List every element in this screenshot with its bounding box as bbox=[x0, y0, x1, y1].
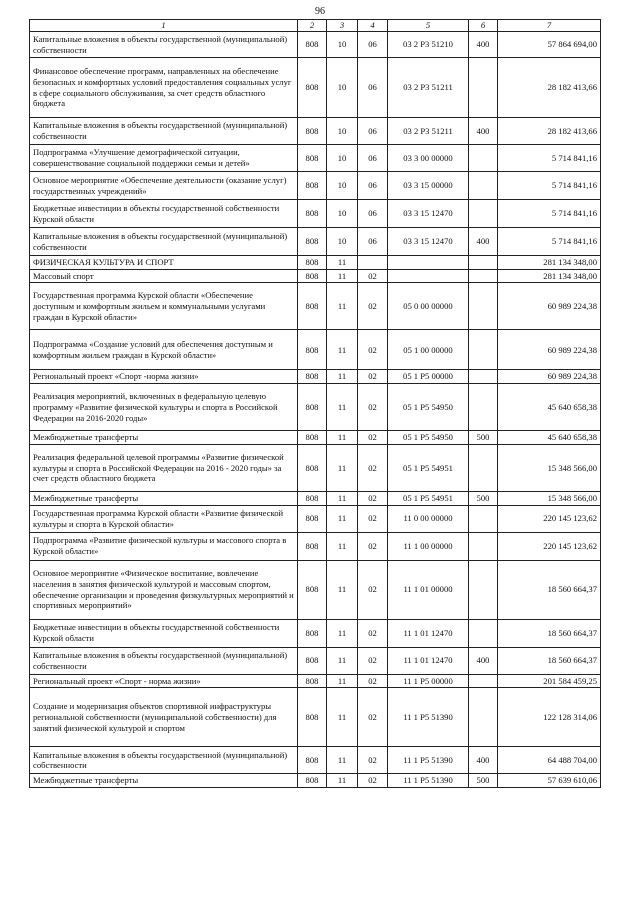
cell-ministry: 808 bbox=[298, 172, 327, 200]
cell-section: 11 bbox=[327, 647, 358, 674]
cell-type bbox=[469, 674, 498, 688]
cell-name: Финансовое обеспечение программ, направленных на обеспечение безопасных и комфортных условий предоставления социальных услуг в сфере социального обслуживания, за счет средств областного бюджета bbox=[30, 58, 298, 118]
cell-amount: 15 348 566,00 bbox=[498, 444, 601, 491]
cell-section: 11 bbox=[327, 532, 358, 560]
cell-type bbox=[469, 619, 498, 647]
cell-subsection: 06 bbox=[358, 118, 388, 145]
cell-ministry: 808 bbox=[298, 58, 327, 118]
cell-amount: 64 488 704,00 bbox=[498, 747, 601, 774]
table-row bbox=[30, 774, 601, 788]
cell-section: 10 bbox=[327, 32, 358, 58]
cell-name: Подпрограмма «Развитие физической культуры и массового спорта в Курской области» bbox=[30, 532, 298, 560]
cell-type bbox=[469, 145, 498, 172]
cell-type bbox=[469, 172, 498, 200]
cell-amount: 18 560 664,37 bbox=[498, 647, 601, 674]
table-row bbox=[30, 172, 601, 200]
budget-table bbox=[29, 19, 601, 788]
cell-target bbox=[388, 256, 469, 270]
cell-name: Основное мероприятие «Физическое воспитание, вовлечение населения в занятия физической культурой и массовым спортом, обеспечение организации и проведения физкультурных мероприятий и спортивных мероприятий» bbox=[30, 560, 298, 619]
cell-ministry: 808 bbox=[298, 256, 327, 270]
table-row bbox=[30, 256, 601, 270]
table-row bbox=[30, 330, 601, 370]
header-cell-target: 5 bbox=[388, 20, 469, 32]
cell-type bbox=[469, 560, 498, 619]
table-row bbox=[30, 228, 601, 256]
cell-section: 11 bbox=[327, 256, 358, 270]
cell-name: Подпрограмма «Улучшение демографической ситуации, совершенствование социальной поддержки семьи и детей» bbox=[30, 145, 298, 172]
table-row bbox=[30, 370, 601, 384]
cell-target bbox=[388, 269, 469, 283]
header-row bbox=[30, 20, 601, 32]
cell-subsection: 06 bbox=[358, 32, 388, 58]
cell-subsection: 02 bbox=[358, 505, 388, 532]
cell-subsection: 02 bbox=[358, 491, 388, 505]
cell-ministry: 808 bbox=[298, 32, 327, 58]
table-row bbox=[30, 444, 601, 491]
cell-subsection: 02 bbox=[358, 283, 388, 330]
cell-name: Капитальные вложения в объекты государственной (муниципальной) собственности bbox=[30, 747, 298, 774]
cell-type bbox=[469, 58, 498, 118]
cell-target: 11 1 01 12470 bbox=[388, 619, 469, 647]
cell-ministry: 808 bbox=[298, 674, 327, 688]
table-row bbox=[30, 747, 601, 774]
cell-name: Капитальные вложения в объекты государственной (муниципальной) собственности bbox=[30, 228, 298, 256]
cell-type bbox=[469, 688, 498, 747]
cell-section: 11 bbox=[327, 491, 358, 505]
cell-section: 10 bbox=[327, 228, 358, 256]
cell-name: Реализация федеральной целевой программы «Развитие физической культуры и спорта в Российской Федерации на 2016 - 2020 годы» за счет средств областного бюджета bbox=[30, 444, 298, 491]
cell-target: 11 1 01 12470 bbox=[388, 647, 469, 674]
cell-section: 11 bbox=[327, 370, 358, 384]
cell-target: 03 3 15 12470 bbox=[388, 200, 469, 228]
cell-target: 03 2 Р3 51211 bbox=[388, 58, 469, 118]
cell-subsection: 02 bbox=[358, 330, 388, 370]
cell-name: Капитальные вложения в объекты государственной (муниципальной) собственности bbox=[30, 32, 298, 58]
cell-ministry: 808 bbox=[298, 444, 327, 491]
cell-ministry: 808 bbox=[298, 283, 327, 330]
cell-type bbox=[469, 444, 498, 491]
cell-section: 11 bbox=[327, 269, 358, 283]
cell-type bbox=[469, 532, 498, 560]
cell-type: 400 bbox=[469, 747, 498, 774]
cell-type: 400 bbox=[469, 228, 498, 256]
cell-type: 400 bbox=[469, 32, 498, 58]
cell-name: Межбюджетные трансферты bbox=[30, 431, 298, 445]
table-row bbox=[30, 283, 601, 330]
cell-subsection: 02 bbox=[358, 370, 388, 384]
cell-name: Капитальные вложения в объекты государственной (муниципальной) собственности bbox=[30, 118, 298, 145]
cell-target: 11 1 Р5 00000 bbox=[388, 674, 469, 688]
cell-type: 500 bbox=[469, 491, 498, 505]
cell-target: 11 1 01 00000 bbox=[388, 560, 469, 619]
cell-target: 03 2 Р3 51210 bbox=[388, 32, 469, 58]
table-row bbox=[30, 647, 601, 674]
cell-amount: 122 128 314,06 bbox=[498, 688, 601, 747]
cell-ministry: 808 bbox=[298, 532, 327, 560]
cell-amount: 5 714 841,16 bbox=[498, 172, 601, 200]
page-number: 96 bbox=[315, 6, 325, 17]
cell-subsection: 06 bbox=[358, 200, 388, 228]
cell-ministry: 808 bbox=[298, 370, 327, 384]
cell-amount: 18 560 664,37 bbox=[498, 619, 601, 647]
cell-section: 11 bbox=[327, 774, 358, 788]
cell-amount: 45 640 658,38 bbox=[498, 431, 601, 445]
cell-ministry: 808 bbox=[298, 431, 327, 445]
table-row bbox=[30, 491, 601, 505]
header-cell-subsection: 4 bbox=[358, 20, 388, 32]
cell-amount: 201 584 459,25 bbox=[498, 674, 601, 688]
cell-section: 10 bbox=[327, 118, 358, 145]
cell-subsection: 02 bbox=[358, 560, 388, 619]
cell-name: Межбюджетные трансферты bbox=[30, 491, 298, 505]
cell-target: 05 1 00 00000 bbox=[388, 330, 469, 370]
cell-type bbox=[469, 256, 498, 270]
table-row bbox=[30, 688, 601, 747]
cell-type bbox=[469, 269, 498, 283]
cell-target: 05 1 Р5 54950 bbox=[388, 384, 469, 431]
cell-subsection: 02 bbox=[358, 647, 388, 674]
cell-amount: 57 639 610,06 bbox=[498, 774, 601, 788]
cell-subsection: 02 bbox=[358, 747, 388, 774]
cell-name: Государственная программа Курской области «Развитие физической культуры и спорта в Курской области» bbox=[30, 505, 298, 532]
cell-target: 11 0 00 00000 bbox=[388, 505, 469, 532]
cell-target: 11 1 Р5 51390 bbox=[388, 747, 469, 774]
cell-amount: 220 145 123,62 bbox=[498, 505, 601, 532]
header-cell-type: 6 bbox=[469, 20, 498, 32]
cell-section: 10 bbox=[327, 58, 358, 118]
cell-name: Региональный проект «Спорт -норма жизни» bbox=[30, 370, 298, 384]
cell-section: 11 bbox=[327, 384, 358, 431]
cell-subsection: 06 bbox=[358, 172, 388, 200]
cell-ministry: 808 bbox=[298, 774, 327, 788]
cell-amount: 18 560 664,37 bbox=[498, 560, 601, 619]
cell-ministry: 808 bbox=[298, 560, 327, 619]
cell-name: Капитальные вложения в объекты государственной (муниципальной) собственности bbox=[30, 647, 298, 674]
cell-section: 11 bbox=[327, 674, 358, 688]
cell-ministry: 808 bbox=[298, 330, 327, 370]
cell-name: Подпрограмма «Создание условий для обеспечения доступным и комфортным жильем граждан в Курской области» bbox=[30, 330, 298, 370]
cell-section: 10 bbox=[327, 200, 358, 228]
cell-name: Основное мероприятие «Обеспечение деятельности (оказание услуг) государственных учреждений» bbox=[30, 172, 298, 200]
cell-amount: 15 348 566,00 bbox=[498, 491, 601, 505]
cell-name: Межбюджетные трансферты bbox=[30, 774, 298, 788]
table-row bbox=[30, 384, 601, 431]
cell-amount: 281 134 348,00 bbox=[498, 269, 601, 283]
cell-amount: 28 182 413,66 bbox=[498, 58, 601, 118]
cell-target: 05 0 00 00000 bbox=[388, 283, 469, 330]
table-row bbox=[30, 32, 601, 58]
cell-section: 11 bbox=[327, 747, 358, 774]
cell-target: 03 2 Р3 51211 bbox=[388, 118, 469, 145]
table-row bbox=[30, 560, 601, 619]
cell-amount: 60 989 224,38 bbox=[498, 283, 601, 330]
cell-subsection: 02 bbox=[358, 674, 388, 688]
cell-ministry: 808 bbox=[298, 491, 327, 505]
cell-type bbox=[469, 330, 498, 370]
cell-type: 400 bbox=[469, 118, 498, 145]
cell-amount: 60 989 224,38 bbox=[498, 330, 601, 370]
cell-amount: 5 714 841,16 bbox=[498, 145, 601, 172]
cell-name: Бюджетные инвестиции в объекты государственной собственности Курской области bbox=[30, 200, 298, 228]
cell-subsection: 06 bbox=[358, 228, 388, 256]
cell-target: 05 1 Р5 00000 bbox=[388, 370, 469, 384]
cell-subsection: 02 bbox=[358, 532, 388, 560]
cell-type: 400 bbox=[469, 647, 498, 674]
cell-subsection: 02 bbox=[358, 774, 388, 788]
cell-amount: 57 864 694,00 bbox=[498, 32, 601, 58]
cell-target: 11 1 Р5 51390 bbox=[388, 688, 469, 747]
cell-amount: 5 714 841,16 bbox=[498, 228, 601, 256]
cell-ministry: 808 bbox=[298, 647, 327, 674]
cell-type bbox=[469, 505, 498, 532]
cell-ministry: 808 bbox=[298, 688, 327, 747]
cell-amount: 60 989 224,38 bbox=[498, 370, 601, 384]
cell-section: 11 bbox=[327, 688, 358, 747]
cell-ministry: 808 bbox=[298, 200, 327, 228]
cell-type bbox=[469, 370, 498, 384]
cell-section: 11 bbox=[327, 444, 358, 491]
cell-type bbox=[469, 384, 498, 431]
table-row bbox=[30, 200, 601, 228]
cell-amount: 5 714 841,16 bbox=[498, 200, 601, 228]
header-cell-section: 3 bbox=[327, 20, 358, 32]
cell-amount: 28 182 413,66 bbox=[498, 118, 601, 145]
cell-ministry: 808 bbox=[298, 228, 327, 256]
cell-target: 03 3 15 00000 bbox=[388, 172, 469, 200]
cell-name: ФИЗИЧЕСКАЯ КУЛЬТУРА И СПОРТ bbox=[30, 256, 298, 270]
cell-name: Массовый спорт bbox=[30, 269, 298, 283]
table-body bbox=[30, 32, 601, 788]
cell-target: 11 1 Р5 51390 bbox=[388, 774, 469, 788]
cell-subsection: 02 bbox=[358, 619, 388, 647]
cell-subsection: 02 bbox=[358, 384, 388, 431]
table-row bbox=[30, 269, 601, 283]
cell-name: Региональный проект «Спорт - норма жизни» bbox=[30, 674, 298, 688]
cell-type bbox=[469, 200, 498, 228]
header-cell-name: 1 bbox=[30, 20, 298, 32]
table-row bbox=[30, 505, 601, 532]
cell-ministry: 808 bbox=[298, 269, 327, 283]
cell-ministry: 808 bbox=[298, 747, 327, 774]
cell-section: 10 bbox=[327, 145, 358, 172]
cell-type: 500 bbox=[469, 774, 498, 788]
cell-subsection bbox=[358, 256, 388, 270]
cell-amount: 220 145 123,62 bbox=[498, 532, 601, 560]
cell-section: 11 bbox=[327, 283, 358, 330]
cell-subsection: 02 bbox=[358, 431, 388, 445]
cell-target: 05 1 Р5 54951 bbox=[388, 491, 469, 505]
cell-amount: 45 640 658,38 bbox=[498, 384, 601, 431]
cell-section: 11 bbox=[327, 505, 358, 532]
cell-type: 500 bbox=[469, 431, 498, 445]
table-row bbox=[30, 145, 601, 172]
table-row bbox=[30, 532, 601, 560]
cell-subsection: 02 bbox=[358, 269, 388, 283]
cell-subsection: 06 bbox=[358, 145, 388, 172]
cell-target: 05 1 Р5 54950 bbox=[388, 431, 469, 445]
cell-name: Реализация мероприятий, включенных в федеральную целевую программу «Развитие физической культуры и спорта в Российской Федерации на 2016-2020 годы» bbox=[30, 384, 298, 431]
cell-amount: 281 134 348,00 bbox=[498, 256, 601, 270]
cell-ministry: 808 bbox=[298, 505, 327, 532]
header-cell-ministry: 2 bbox=[298, 20, 327, 32]
table-row bbox=[30, 58, 601, 118]
cell-target: 03 3 00 00000 bbox=[388, 145, 469, 172]
cell-name: Государственная программа Курской области «Обеспечение доступным и комфортным жильем и коммунальными услугами граждан в Курской области» bbox=[30, 283, 298, 330]
cell-subsection: 02 bbox=[358, 444, 388, 491]
cell-subsection: 06 bbox=[358, 58, 388, 118]
table-row bbox=[30, 118, 601, 145]
cell-ministry: 808 bbox=[298, 118, 327, 145]
cell-name: Создание и модернизация объектов спортивной инфраструктуры региональной собственности (муниципальной собственности) для занятий физической культурой и спортом bbox=[30, 688, 298, 747]
cell-ministry: 808 bbox=[298, 145, 327, 172]
cell-section: 11 bbox=[327, 431, 358, 445]
header-cell-amount: 7 bbox=[498, 20, 601, 32]
cell-target: 03 3 15 12470 bbox=[388, 228, 469, 256]
cell-section: 10 bbox=[327, 172, 358, 200]
cell-subsection: 02 bbox=[358, 688, 388, 747]
cell-section: 11 bbox=[327, 330, 358, 370]
cell-name: Бюджетные инвестиции в объекты государственной собственности Курской области bbox=[30, 619, 298, 647]
cell-target: 05 1 Р5 54951 bbox=[388, 444, 469, 491]
cell-ministry: 808 bbox=[298, 384, 327, 431]
cell-section: 11 bbox=[327, 619, 358, 647]
cell-ministry: 808 bbox=[298, 619, 327, 647]
table-row bbox=[30, 619, 601, 647]
cell-section: 11 bbox=[327, 560, 358, 619]
cell-target: 11 1 00 00000 bbox=[388, 532, 469, 560]
cell-type bbox=[469, 283, 498, 330]
table-row bbox=[30, 431, 601, 445]
table-row bbox=[30, 674, 601, 688]
